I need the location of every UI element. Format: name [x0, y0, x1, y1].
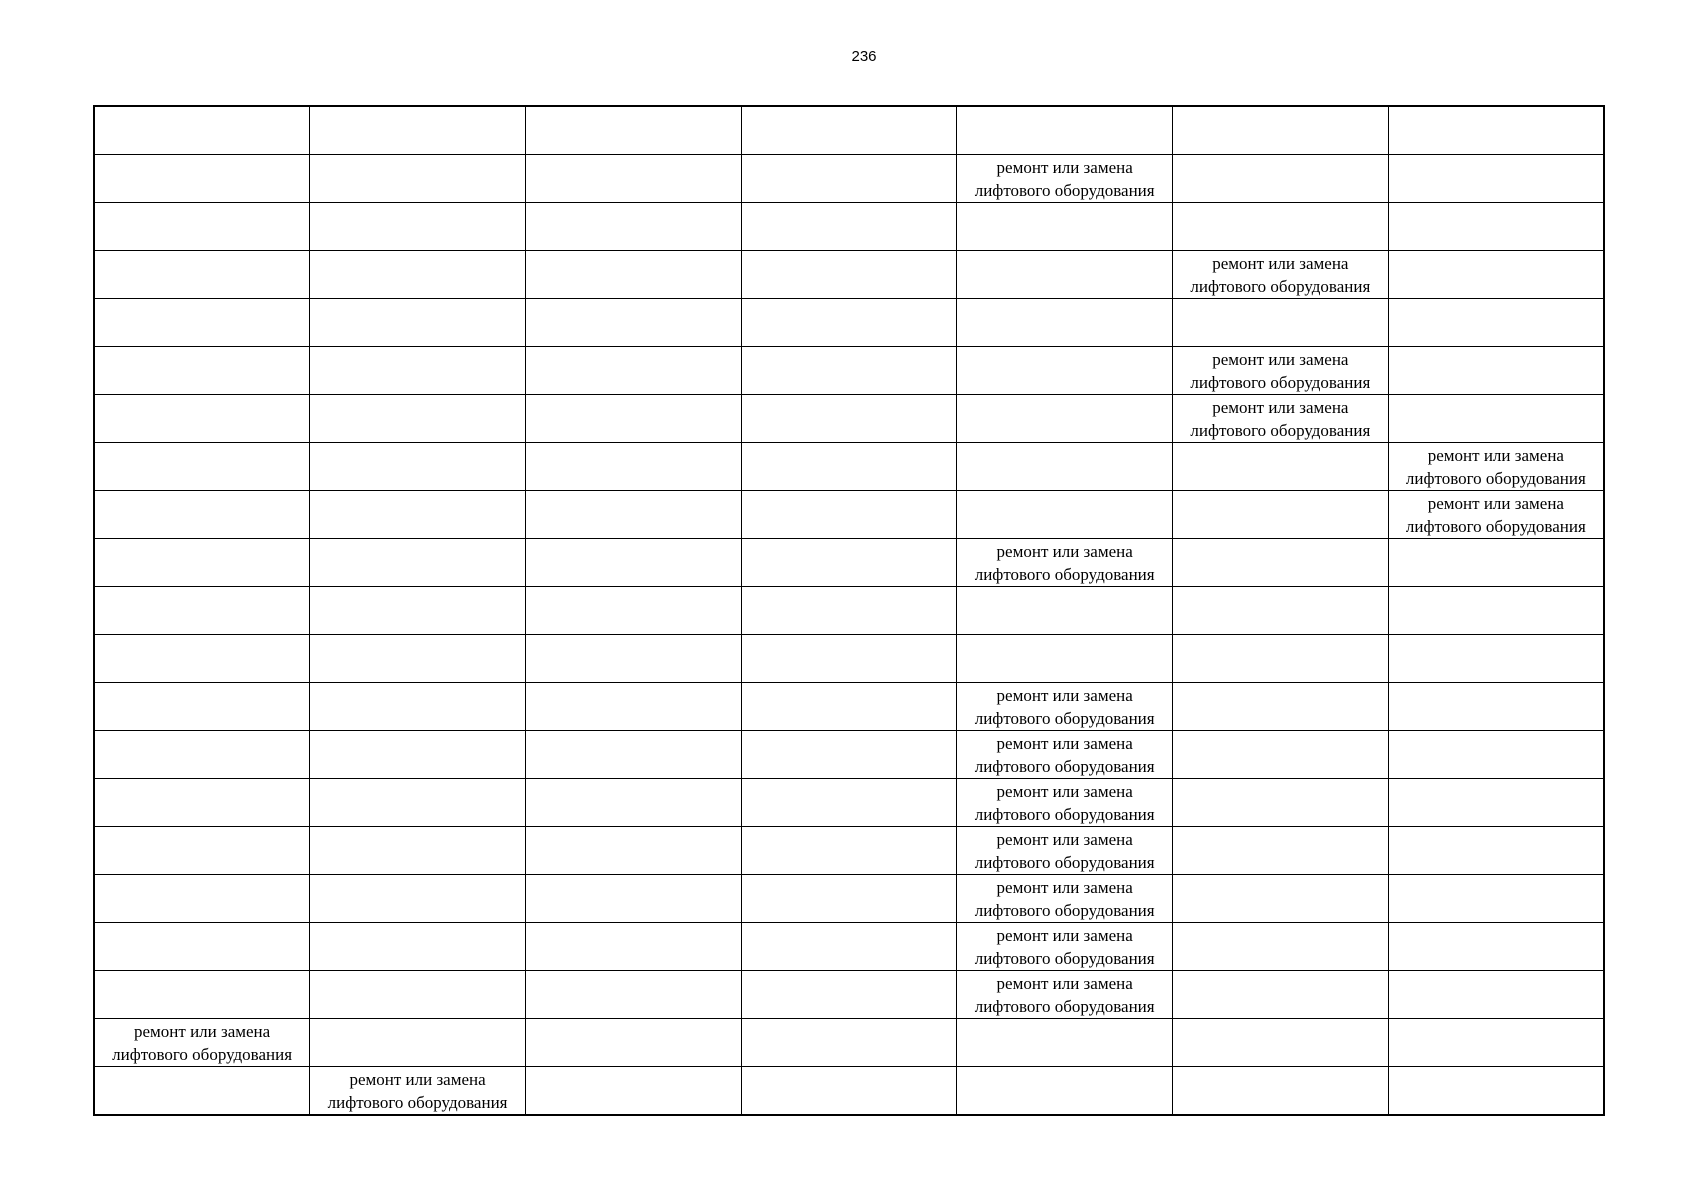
table-cell — [1173, 875, 1389, 923]
table-cell — [525, 251, 741, 299]
cell-text-line: лифтового оборудования — [974, 948, 1155, 968]
table-cell — [957, 635, 1173, 683]
table-cell — [957, 395, 1173, 443]
works-table — [93, 105, 1605, 1116]
table-cell — [1388, 731, 1604, 779]
table-cell — [1388, 635, 1604, 683]
table-cell — [1388, 779, 1604, 827]
table-cell — [741, 155, 957, 203]
table-row — [94, 1067, 1604, 1116]
table-cell — [310, 779, 526, 827]
table-cell — [94, 491, 310, 539]
table-cell — [741, 923, 957, 971]
table-cell — [1173, 731, 1389, 779]
table-cell — [741, 251, 957, 299]
table-cell — [741, 779, 957, 827]
table-cell — [310, 203, 526, 251]
table-cell — [310, 251, 526, 299]
cell-text-line: лифтового оборудования — [974, 996, 1155, 1016]
table-row — [94, 491, 1604, 539]
table-cell — [525, 395, 741, 443]
table-cell — [1173, 683, 1389, 731]
table-cell — [525, 731, 741, 779]
table-cell — [1173, 443, 1389, 491]
table-cell — [94, 827, 310, 875]
table-cell — [1173, 395, 1389, 443]
table-cell — [94, 587, 310, 635]
table-cell — [1173, 923, 1389, 971]
table-cell — [310, 827, 526, 875]
cell-text-line: лифтового оборудования — [974, 564, 1155, 584]
table-cell — [1388, 683, 1604, 731]
cell-text-line: лифтового оборудования — [974, 804, 1155, 824]
table-row — [94, 683, 1604, 731]
table-cell — [1173, 347, 1389, 395]
table-cell — [957, 443, 1173, 491]
table-row — [94, 1019, 1604, 1067]
table-cell — [1388, 155, 1604, 203]
table-cell — [741, 539, 957, 587]
table-cell — [957, 203, 1173, 251]
table-cell — [94, 875, 310, 923]
table-cell — [94, 395, 310, 443]
table-cell — [310, 875, 526, 923]
table-cell — [741, 971, 957, 1019]
table-cell — [310, 395, 526, 443]
table-cell — [1173, 299, 1389, 347]
table-cell — [94, 299, 310, 347]
table-cell — [525, 875, 741, 923]
table-cell — [1173, 106, 1389, 155]
table-cell — [1388, 251, 1604, 299]
table-cell — [525, 539, 741, 587]
cell-text-line: лифтового оборудования — [1190, 276, 1371, 296]
table-cell — [957, 491, 1173, 539]
table-cell — [94, 779, 310, 827]
table-cell — [310, 635, 526, 683]
table-cell — [957, 155, 1173, 203]
table-cell — [741, 491, 957, 539]
table-cell — [310, 491, 526, 539]
table-cell — [94, 1019, 310, 1067]
table-cell — [1388, 443, 1604, 491]
table-cell — [741, 299, 957, 347]
table-cell — [957, 971, 1173, 1019]
table-cell — [94, 683, 310, 731]
table-cell — [310, 106, 526, 155]
table-cell — [525, 443, 741, 491]
cell-text-line: ремонт или замена — [996, 877, 1133, 897]
table-cell — [741, 875, 957, 923]
table-row — [94, 539, 1604, 587]
table-cell — [310, 683, 526, 731]
cell-text-line: ремонт или замена — [1212, 397, 1349, 417]
cell-text-line: лифтового оборудования — [327, 1092, 508, 1112]
cell-text-line: лифтового оборудования — [974, 708, 1155, 728]
cell-text-line: ремонт или замена — [996, 781, 1133, 801]
table-cell — [94, 203, 310, 251]
cell-text-line: ремонт или замена — [996, 541, 1133, 561]
table-cell — [957, 827, 1173, 875]
table-row — [94, 587, 1604, 635]
cell-text-line: лифтового оборудования — [974, 180, 1155, 200]
table-cell — [310, 299, 526, 347]
table-row — [94, 443, 1604, 491]
table-row — [94, 299, 1604, 347]
table-cell — [741, 731, 957, 779]
table-cell — [1388, 395, 1604, 443]
table-cell — [1388, 203, 1604, 251]
cell-text-line: ремонт или замена — [349, 1069, 486, 1089]
table-cell — [525, 155, 741, 203]
table-cell — [957, 299, 1173, 347]
table-cell — [1388, 875, 1604, 923]
table-row — [94, 779, 1604, 827]
table-cell — [94, 347, 310, 395]
table-row — [94, 731, 1604, 779]
cell-text-line: лифтового оборудования — [1190, 372, 1371, 392]
table-cell — [957, 539, 1173, 587]
table-cell — [741, 635, 957, 683]
table-cell — [94, 443, 310, 491]
table-cell — [525, 106, 741, 155]
table-cell — [1173, 779, 1389, 827]
table-cell — [525, 779, 741, 827]
table-cell — [957, 731, 1173, 779]
table-cell — [94, 635, 310, 683]
table-cell — [741, 106, 957, 155]
table-cell — [310, 443, 526, 491]
table-cell — [525, 203, 741, 251]
table-cell — [94, 155, 310, 203]
table-row — [94, 155, 1604, 203]
table-cell — [94, 539, 310, 587]
table-cell — [1388, 1067, 1604, 1116]
table-row — [94, 395, 1604, 443]
cell-text-line: ремонт или замена — [1427, 493, 1564, 513]
table-row — [94, 827, 1604, 875]
cell-text-line: лифтового оборудования — [1405, 468, 1586, 488]
table-cell — [310, 347, 526, 395]
table-cell — [741, 683, 957, 731]
table-cell — [1388, 827, 1604, 875]
table-cell — [525, 971, 741, 1019]
table-cell — [310, 539, 526, 587]
table-cell — [94, 923, 310, 971]
table-cell — [310, 731, 526, 779]
cell-text-line: ремонт или замена — [996, 973, 1133, 993]
cell-text-line: ремонт или замена — [1212, 349, 1349, 369]
table-cell — [957, 587, 1173, 635]
table-cell — [525, 1067, 741, 1116]
table-cell — [310, 1019, 526, 1067]
table-cell — [1388, 1019, 1604, 1067]
table-cell — [525, 1019, 741, 1067]
table-cell — [94, 731, 310, 779]
table-cell — [525, 827, 741, 875]
table-cell — [525, 923, 741, 971]
table-cell — [1388, 923, 1604, 971]
table-cell — [1173, 155, 1389, 203]
table-cell — [957, 779, 1173, 827]
table-cell — [957, 1067, 1173, 1116]
table-cell — [1173, 587, 1389, 635]
cell-text-line: ремонт или замена — [996, 925, 1133, 945]
table-cell — [957, 875, 1173, 923]
cell-text-line: ремонт или замена — [996, 685, 1133, 705]
cell-text-line: лифтового оборудования — [974, 900, 1155, 920]
table-cell — [1173, 203, 1389, 251]
cell-text-line: лифтового оборудования — [974, 756, 1155, 776]
table-cell — [525, 587, 741, 635]
table-row — [94, 923, 1604, 971]
table-cell — [1388, 347, 1604, 395]
table-cell — [1388, 299, 1604, 347]
table-cell — [94, 106, 310, 155]
table-cell — [741, 443, 957, 491]
cell-text-line: ремонт или замена — [1212, 253, 1349, 273]
table-cell — [525, 635, 741, 683]
cell-text-line: ремонт или замена — [996, 733, 1133, 753]
cell-text-line: ремонт или замена — [996, 157, 1133, 177]
table-row — [94, 251, 1604, 299]
cell-text-line: лифтового оборудования — [112, 1044, 293, 1064]
table-cell — [1388, 491, 1604, 539]
table-cell — [525, 347, 741, 395]
table-cell — [310, 587, 526, 635]
table-cell — [741, 203, 957, 251]
cell-text-line: ремонт или замена — [133, 1021, 271, 1041]
cell-text-line: лифтового оборудования — [974, 852, 1155, 872]
table-cell — [1173, 971, 1389, 1019]
table-cell — [1173, 539, 1389, 587]
table-cell — [957, 1019, 1173, 1067]
table-row — [94, 203, 1604, 251]
table-cell — [525, 683, 741, 731]
table-cell — [1173, 1067, 1389, 1116]
table-cell — [1388, 971, 1604, 1019]
table-cell — [1388, 539, 1604, 587]
table-row — [94, 347, 1604, 395]
table-cell — [741, 827, 957, 875]
table-row — [94, 875, 1604, 923]
table-cell — [957, 251, 1173, 299]
table-cell — [1173, 635, 1389, 683]
table-cell — [741, 1019, 957, 1067]
table-cell — [741, 347, 957, 395]
page-number: 236 — [851, 48, 877, 65]
table-cell — [94, 1067, 310, 1116]
table-cell — [741, 587, 957, 635]
table-cell — [741, 1067, 957, 1116]
table-cell — [310, 923, 526, 971]
cell-text-line: ремонт или замена — [996, 829, 1133, 849]
table-cell — [1173, 1019, 1389, 1067]
table-cell — [957, 106, 1173, 155]
table-cell — [310, 1067, 526, 1116]
table-body — [94, 106, 1604, 1115]
table-cell — [94, 971, 310, 1019]
table-cell — [741, 395, 957, 443]
cell-text-line: лифтового оборудования — [1190, 420, 1371, 440]
cell-text-line: лифтового оборудования — [1405, 516, 1586, 536]
table-row — [94, 635, 1604, 683]
table-cell — [310, 971, 526, 1019]
table-cell — [1388, 106, 1604, 155]
table-cell — [94, 251, 310, 299]
table-cell — [525, 299, 741, 347]
table-cell — [957, 683, 1173, 731]
table-cell — [525, 491, 741, 539]
table-cell — [1173, 251, 1389, 299]
table-cell — [957, 347, 1173, 395]
cell-text-line: ремонт или замена — [1427, 445, 1564, 465]
table-cell — [957, 923, 1173, 971]
table-cell — [1173, 827, 1389, 875]
table-cell — [1173, 491, 1389, 539]
table-row — [94, 106, 1604, 155]
table-row — [94, 971, 1604, 1019]
table-cell — [310, 155, 526, 203]
table-cell — [1388, 587, 1604, 635]
